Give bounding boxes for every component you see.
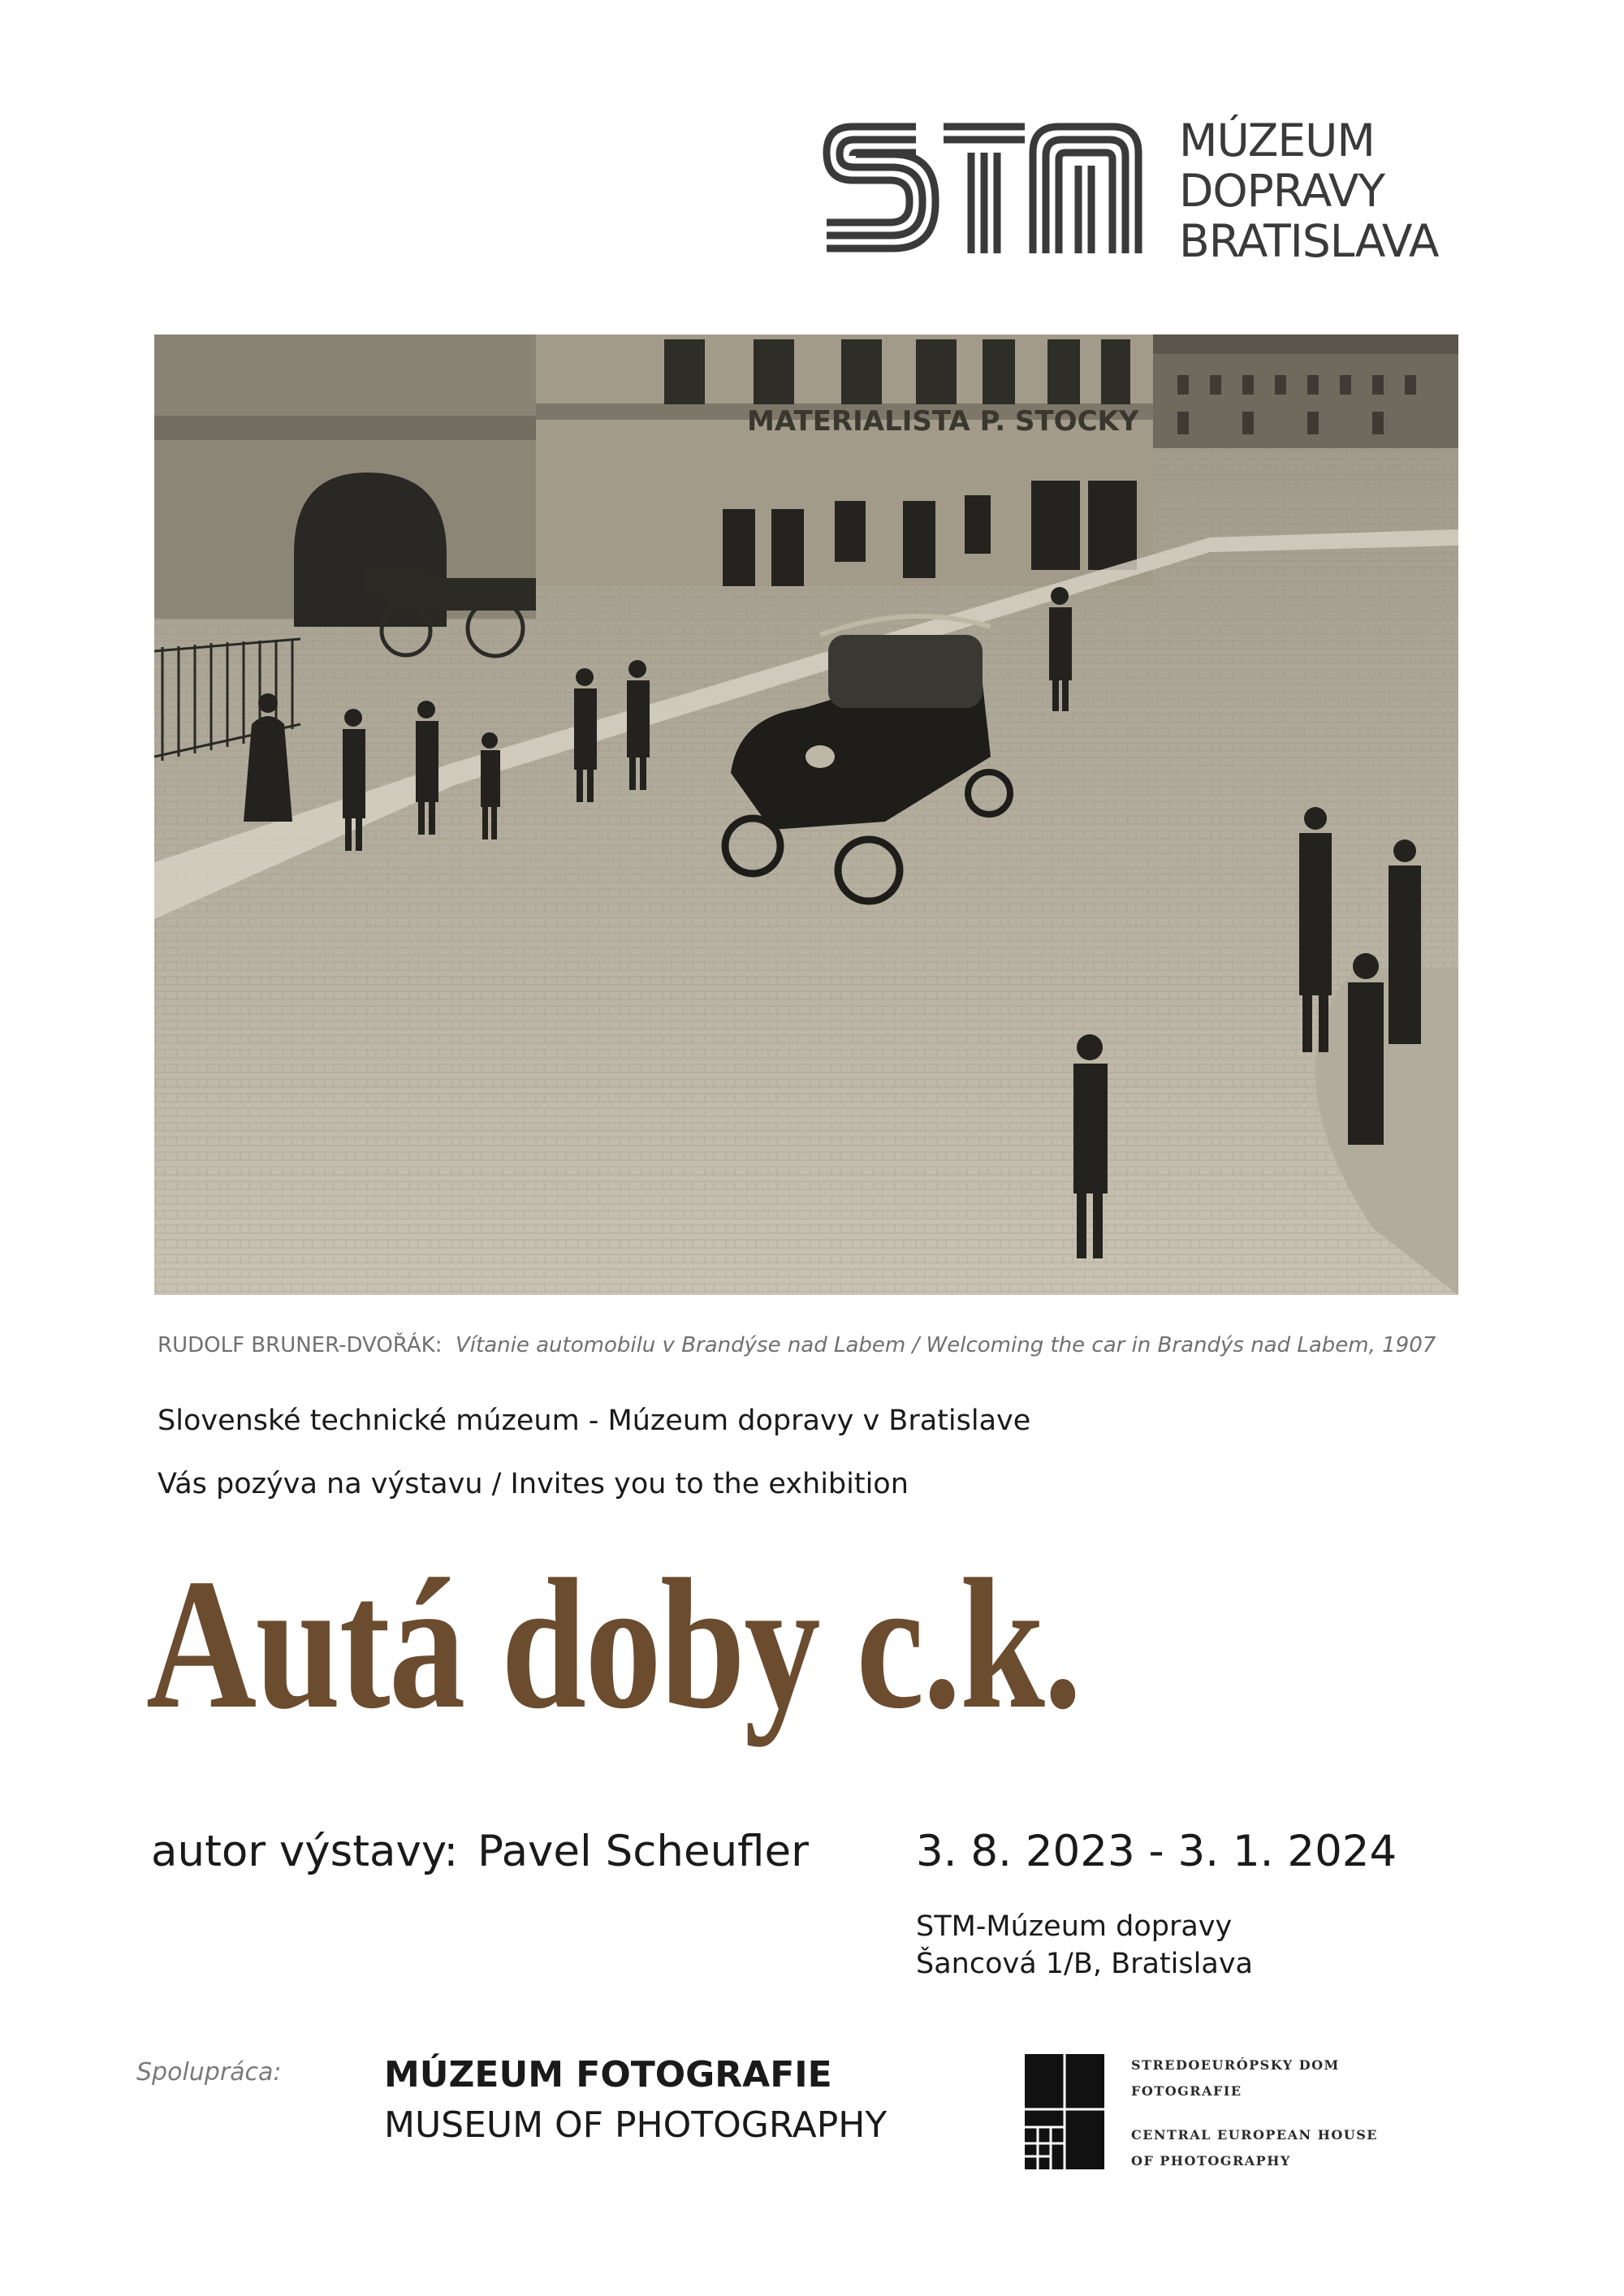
- logo-line-3: BRATISLAVA: [1179, 215, 1439, 267]
- venue-line-2: Šancová 1/B, Bratislava: [916, 1948, 1253, 1980]
- caption-title: Vítanie automobilu v Brandýse nad Labem / Welcoming the car in Brandýs nad Labem, 1907: [456, 1333, 1436, 1357]
- cehp-logo-icon: [1025, 2054, 1104, 2169]
- venue-line-1: STM-Múzeum dopravy: [916, 1910, 1233, 1943]
- stm-logo-text: [1179, 115, 1439, 266]
- photo-caption: [158, 1333, 1436, 1357]
- caption-author: RUDOLF BRUNER-DVOŘÁK:: [158, 1333, 443, 1357]
- exhibition-title: Autá doby c.k.: [146, 1540, 1081, 1747]
- cehp-name-sk-2: FOTOGRAFIE: [1131, 2083, 1242, 2099]
- stm-logo-mark: [820, 120, 1145, 260]
- cehp-name-en-2: OF PHOTOGRAPHY: [1131, 2153, 1291, 2169]
- logo-line-1: MÚZEUM: [1179, 114, 1375, 166]
- logo-line-2: DOPRAVY: [1179, 165, 1385, 217]
- shop-sign: MATERIALISTA P. STOCKY: [747, 405, 1139, 438]
- venue-address: [916, 1908, 1253, 1983]
- intro-museum-line: Slovenské technické múzeum - Múzeum dopravy v Bratislave: [158, 1405, 1031, 1437]
- partner-museum-name-en: MUSEUM OF PHOTOGRAPHY: [384, 2104, 888, 2146]
- historic-photo: [154, 334, 1458, 1295]
- author-label: autor výstavy:: [151, 1827, 459, 1876]
- cehp-name-sk-1: STREDOEURÓPSKY DOM: [1131, 2057, 1340, 2073]
- cooperation-label: Spolupráca:: [136, 2058, 282, 2087]
- intro-invite-line: Vás pozýva na výstavu / Invites you to the exhibition: [158, 1468, 909, 1500]
- cehp-name-en-1: CENTRAL EUROPEAN HOUSE: [1131, 2127, 1378, 2143]
- exhibition-dates: 3. 8. 2023 - 3. 1. 2024: [916, 1827, 1397, 1876]
- partner-museum-name-sk: MÚZEUM FOTOGRAFIE: [384, 2054, 832, 2095]
- author-name: Pavel Scheufler: [477, 1827, 809, 1876]
